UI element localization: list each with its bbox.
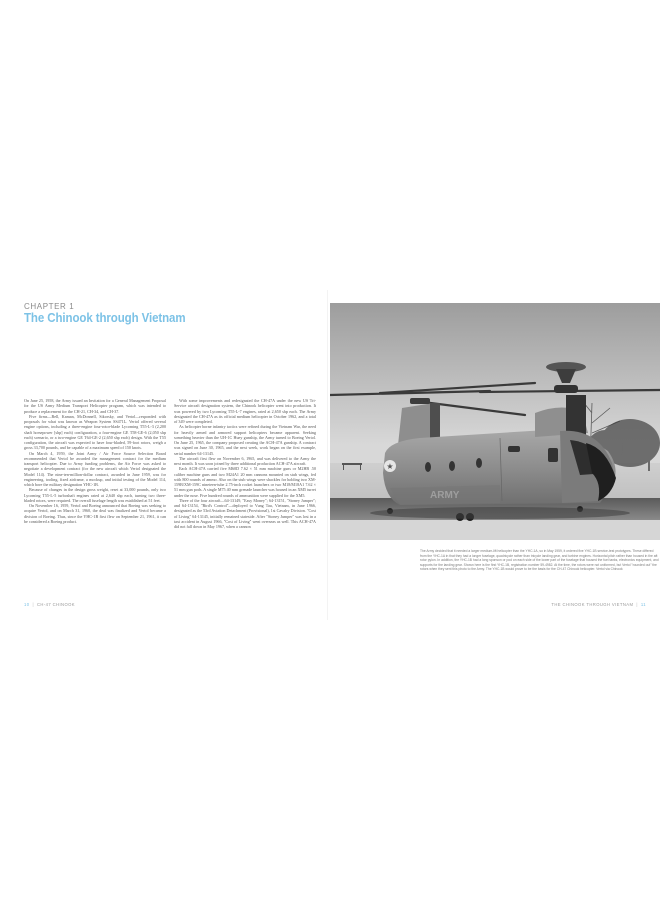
paragraph: Each ACH-47A carried five M60D 7.62 × 51 mm machine guns or M2HB .50 caliber machine guns and two M24A1 20 mm cannons mounted on stub wings, fed with 800 rounds of ammo. Also on the stub wings were shackles for holding two XM-159B/XM-159C nineteen-tube 2.75-inch rocket launchers or two M18/M18A1 7.62 × 51 mm gun pods. A single M75 40 mm grenade launcher was housed in an XM5 turret under the nose. Five hundred rounds of ammunition were supplied for the XM5.: [174, 466, 316, 498]
helicopter-photo: [330, 303, 660, 540]
page-number-right: 11: [640, 602, 646, 607]
chapter-title: The Chinook through Vietnam: [24, 311, 186, 325]
paragraph: With some improvements and redesignated the CH-47A under the new US Tri-Service aircraft designation system, the Chinook helicopter went into production. It was powered by two Lycoming T55-L-7 engines, rated at 2,650 shp each. The Army designated the CH-47A as its official medium helicopter in October 1962, and a total of 349 were completed.: [174, 398, 316, 424]
paragraph: Five firms—Bell, Kaman, McDonnell, Sikorsky, and Vertol—responded with proposals for what was known as Weapon System SS471L. Vertol offered several engine options, including a three-engine four-rotor-blade Lycoming T55-L-3 (2,200 shaft horsepower [shp] each) configuration, a four-engine GE T58-GE-6 (2,050 shp each) scenario, or a two-engine GE T64-GE-2 (2,650 shp each) design. With the T55 configuration, the aircraft was expected to have four-bladed, 59-foot rotors, weigh a gross 33,700 pounds, and be capable of a maximum speed of 150 knots.: [24, 413, 166, 451]
body-column-right: [174, 398, 316, 529]
footer-left: [24, 602, 75, 607]
paragraph: The aircraft first flew on November 6, 1965, and was delivered to the Army the next month. It was soon joined by three additional production ACH-47A aircraft.: [174, 455, 316, 466]
body-column-left: [24, 398, 166, 524]
footer-separator: |: [32, 602, 34, 607]
paragraph: On November 16, 1959, Vertol and Boeing announced that Boeing was seeking to acquire Vertol, and on March 31, 1960, the deal was finalized and Vertol became a division of Boeing. Thus, since the YHC-1B first flew on September 21, 1961, it can be considered a Boeing product.: [24, 503, 166, 524]
running-head-left: CH-47 CHINOOK: [36, 602, 75, 607]
svg-text:★: ★: [386, 462, 394, 471]
photo-illustration: [330, 303, 660, 540]
chapter-label: CHAPTER 1: [24, 302, 75, 311]
paragraph: As helicopter borne infantry tactics were refined during the Vietnam War, the need for heavily armed and armored support helicopters became apparent. Seeking something heavier than the UH-1C Huey gunship, the Army turned to Boeing Vertol. On June 25, 1965, the company proposed creating the ACH-47A gunship. A contract was signed on June 30, 1965, and the next week, work began on the first example, serial number 64-13145.: [174, 424, 316, 456]
paragraph: On March 4, 1959, the Joint Army / Air Force Source Selection Board recommended that Vertol be awarded the management contract for the medium transport helicopter. Due to Army funding problems, the Air Force was asked to negotiate a development contract (for the new aircraft which Vertol designated the Model 114). The nine-ten-million-dollar contract, awarded in June 1959, was for engineering, tooling, fixed airframe, a mockup, and initial testing of the Model 114, which bore the military designation YHC-1B.: [24, 450, 166, 487]
footer-right: [551, 602, 646, 607]
paragraph: Three of the four aircraft—64-13149, "Easy Money"; 64-13151, "Stoney Jumper"; and 64-13154, "Bird's Control"—deployed to Vung Tau, Vietnam, in June 1966, designated as the 53rd Aviation Detachment (Provisional), 1st Cavalry Division. "Cost of Living" 64-13145, initially remained stateside. After "Stoney Jumper" was lost in a taxi accident in August 1966, "Cost of Living" went overseas as well. This ACH-47A did not fall down in May 1967, when a cannon: [174, 497, 316, 529]
photo-caption: The Army decided that it needed a larger medium-lift helicopter than the YHC-1A, so in May 1959, it ordered five YHC-1B service-test prototypes. These differed from the YHC-1A in that they had a longer fuselage, quadricycle rather than tricycle landing gear, and turbine engines. Horizontal pitch rather than housed in the aft rotor pylon. In addition, the YHC-1B had a long sponson or pod on each side of the lower part of the fuselage that housed the fuel tanks, electronics equipment, and supports for the landing gear. Shown here is the first YHC-1B, registration number 59-4982. At the time, the rotors were not uniformed, but Vertol "rounded out" the rotors when they sent this photo to the Army. The YHC-1B would prove to be the basis for the CH-47 Chinook helicopter. Vertol via Chinook: [420, 549, 659, 572]
footer-separator: |: [636, 602, 638, 607]
page-gutter: [327, 290, 328, 620]
paragraph: Because of changes in the design gross weight, reset at 33,000 pounds, only two Lycoming T55-L-5 turboshaft engines rated at 2,640 shp each, turning two three-bladed rotors, were required. The overall fuselage length was established at 51 feet.: [24, 487, 166, 503]
page-number-left: 10: [24, 602, 30, 607]
running-head-right: THE CHINOOK THROUGH VIETNAM: [551, 602, 634, 607]
paragraph: On June 25, 1958, the Army issued an Invitation for a General Management Proposal for the US Army Medium Transport Helicopter program, which was intended to produce a replacement for the CH-21, CH-34, and CH-37.: [24, 398, 166, 414]
